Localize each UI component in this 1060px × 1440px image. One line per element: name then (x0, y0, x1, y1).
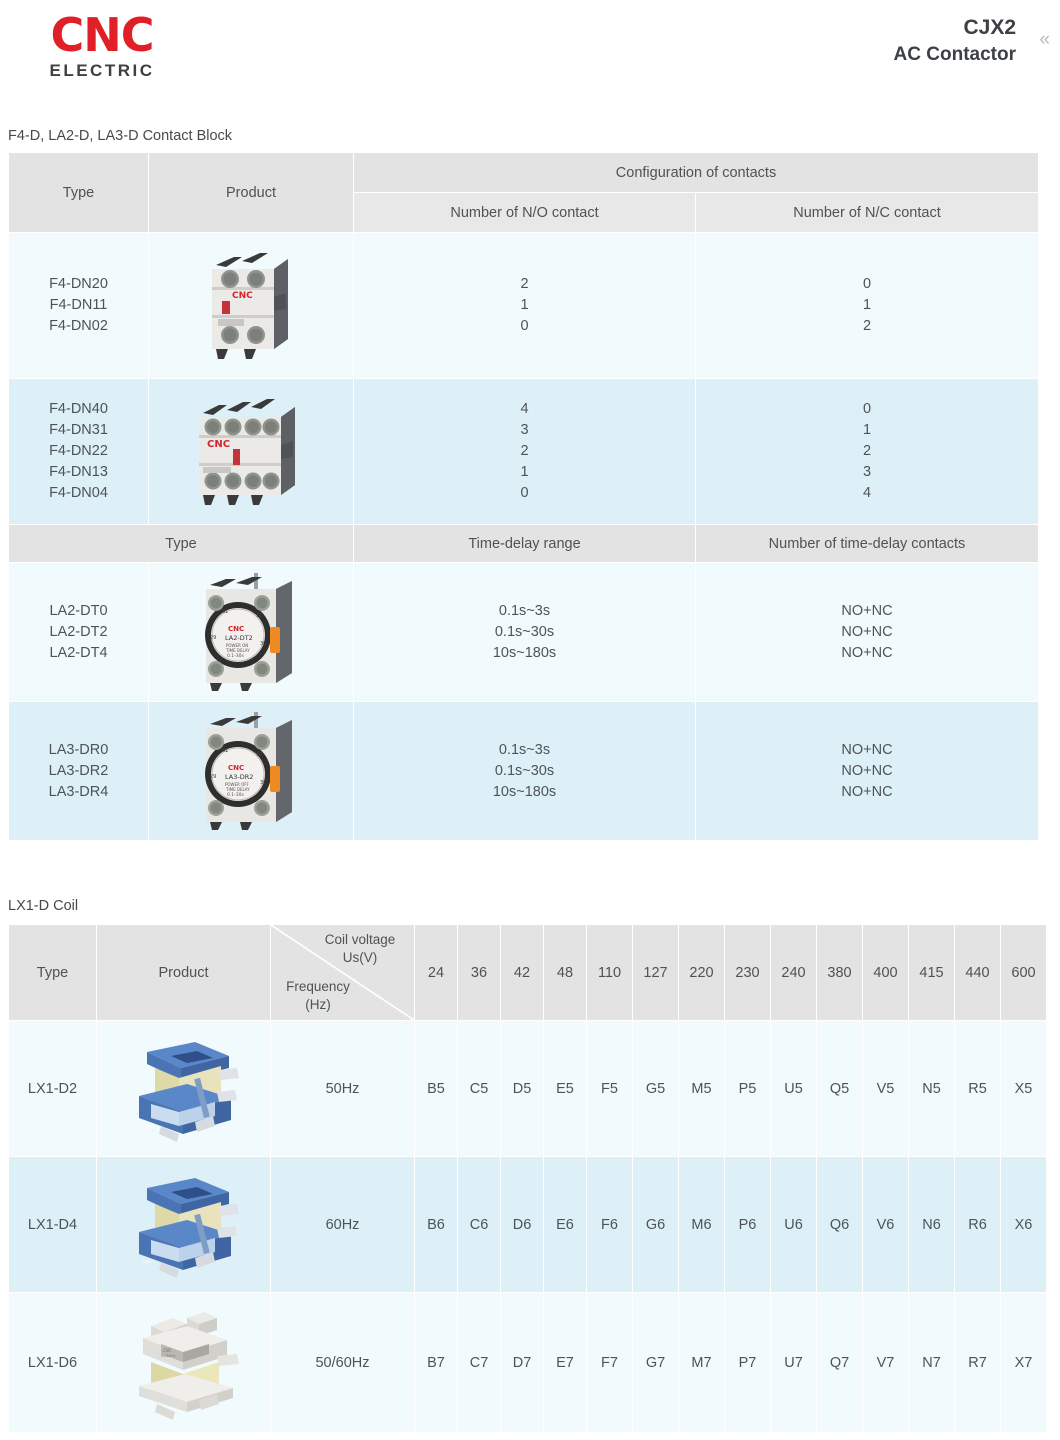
value: 2 (862, 443, 872, 459)
cell-product-image (97, 1157, 271, 1293)
th-voltage-36: 36 (458, 925, 501, 1021)
cell-product-image (149, 702, 354, 841)
cell-code: R5 (955, 1021, 1001, 1157)
type-value: F4-DN11 (49, 297, 108, 313)
th-voltage-110: 110 (587, 925, 633, 1021)
type-value: LA2-DT4 (49, 644, 108, 661)
th-voltage-380: 380 (817, 925, 863, 1021)
cell-code: C5 (458, 1021, 501, 1157)
th-coil-type: Type (9, 925, 97, 1021)
cell-code: X5 (1001, 1021, 1047, 1157)
type-value: LA3-DR2 (48, 762, 109, 779)
type-value: F4-DN20 (49, 276, 108, 292)
type-value: F4-DN13 (49, 464, 108, 480)
cell-code: P6 (725, 1157, 771, 1293)
cell-code: B7 (415, 1293, 458, 1433)
coil-voltage-line1: Coil voltage (324, 932, 396, 947)
cell-coil-type: LX1-D2 (9, 1021, 97, 1157)
value: 4 (520, 401, 529, 417)
th-configuration-of-contacts: Configuration of contacts (354, 153, 1039, 193)
cell-code: Q6 (817, 1157, 863, 1293)
cell-code: V5 (863, 1021, 909, 1157)
cell-code: F5 (587, 1021, 633, 1157)
cell-coil-type: LX1-D6 (9, 1293, 97, 1433)
cell-code: M6 (679, 1157, 725, 1293)
cell-code: D5 (501, 1021, 544, 1157)
cell-code: E6 (544, 1157, 587, 1293)
cell-no-contacts (354, 233, 696, 379)
svg-text:CNC: CNC (228, 764, 245, 772)
page-header (0, 0, 1060, 105)
value: 3 (862, 464, 872, 480)
type-value: F4-DN31 (49, 422, 108, 438)
th-voltage-24: 24 (415, 925, 458, 1021)
cell-code: P5 (725, 1021, 771, 1157)
cell-code: Q5 (817, 1021, 863, 1157)
cell-code: N7 (909, 1293, 955, 1433)
value: 0 (520, 318, 529, 334)
th-voltage-48: 48 (544, 925, 587, 1021)
cell-code: D7 (501, 1293, 544, 1433)
svg-text:LX1: LX1 (142, 1259, 151, 1265)
timer-block-la3-icon (192, 708, 310, 834)
svg-text:29: 29 (210, 774, 217, 780)
cell-type-list (9, 563, 149, 702)
value: 1 (862, 297, 872, 313)
cell-code: M7 (679, 1293, 725, 1433)
cell-code: F7 (587, 1293, 633, 1433)
table-header-row (9, 925, 1047, 1021)
cell-code: P7 (725, 1293, 771, 1433)
cell-time-delay-contacts (696, 702, 1039, 841)
table-header-row (9, 153, 1039, 193)
type-value: F4-DN40 (49, 401, 108, 417)
svg-text:50/60Hz: 50/60Hz (160, 1353, 176, 1358)
th-coil-product (97, 925, 271, 1021)
value: 0 (862, 276, 872, 292)
th-time-delay-range: Time-delay range (354, 525, 696, 563)
value: 0.1s~30s (494, 623, 555, 640)
coil-blue-d4-icon (121, 1170, 247, 1280)
cell-code: R7 (955, 1293, 1001, 1433)
cell-code: Q7 (817, 1293, 863, 1433)
cell-type-list (9, 702, 149, 841)
svg-text:0.1-30s: 0.1-30s (227, 654, 244, 659)
svg-text:30: 30 (260, 780, 267, 786)
th-frequency-label (275, 978, 361, 1014)
th-voltage-440: 440 (955, 925, 1001, 1021)
cell-code: U7 (771, 1293, 817, 1433)
svg-text:LX1: LX1 (142, 1123, 151, 1129)
value: NO+NC (841, 623, 893, 640)
table-row (9, 1293, 1047, 1433)
th-label: Product (158, 964, 209, 981)
cell-code: D6 (501, 1157, 544, 1293)
th-voltage-230: 230 (725, 925, 771, 1021)
cell-no-contacts (354, 379, 696, 525)
cell-code: G5 (633, 1021, 679, 1157)
section-label-contact-block: F4-D, LA2-D, LA3-D Contact Block (8, 128, 233, 144)
cell-code: U5 (771, 1021, 817, 1157)
svg-text:10: 10 (256, 613, 263, 619)
cell-code: V7 (863, 1293, 909, 1433)
cell-code: F6 (587, 1157, 633, 1293)
value: 4 (862, 485, 872, 501)
cell-code: C6 (458, 1157, 501, 1293)
svg-text:TIME DELAY: TIME DELAY (226, 648, 250, 653)
value: NO+NC (841, 602, 893, 619)
cell-product-image (97, 1293, 271, 1433)
type-value: F4-DN22 (49, 443, 108, 459)
th-type: Type (9, 153, 149, 233)
cell-type-list (9, 379, 149, 525)
svg-text:30: 30 (260, 641, 267, 647)
coil-white-d6-icon (121, 1304, 247, 1422)
value: 10s~180s (492, 644, 557, 661)
table-row (9, 563, 1039, 702)
coil-blue-d2-icon (121, 1034, 247, 1144)
cell-product-image (149, 379, 354, 525)
svg-text:CNC: CNC (207, 438, 231, 450)
coil-table (8, 924, 1047, 1433)
value: NO+NC (841, 762, 893, 779)
cell-type-list (9, 233, 149, 379)
value: 1 (862, 422, 872, 438)
table-row (9, 233, 1039, 379)
value: 1 (520, 297, 529, 313)
table-row (9, 1021, 1047, 1157)
value: NO+NC (841, 783, 893, 800)
cell-code: V6 (863, 1157, 909, 1293)
svg-text:61: 61 (222, 609, 229, 615)
cell-time-delay-range (354, 563, 696, 702)
cell-code: B6 (415, 1157, 458, 1293)
cell-code: G6 (633, 1157, 679, 1293)
th-voltage-220: 220 (679, 925, 725, 1021)
svg-text:LA2-DT2: LA2-DT2 (225, 634, 253, 642)
section-label-coil: LX1-D Coil (8, 898, 79, 914)
value: 0 (862, 401, 872, 417)
type-value: LA3-DR4 (48, 783, 109, 800)
product-category-title: AC Contactor (893, 44, 1016, 65)
svg-text:POWER ON: POWER ON (226, 643, 249, 648)
th-voltage-42: 42 (501, 925, 544, 1021)
th-product: Product (149, 153, 354, 233)
cell-code: C7 (458, 1293, 501, 1433)
value: 0.1s~30s (494, 762, 555, 779)
cell-product-image (149, 563, 354, 702)
coil-voltage-line2: Us(V) (342, 950, 378, 965)
page-title (894, 14, 1016, 68)
cell-time-delay-range (354, 702, 696, 841)
value: NO+NC (841, 644, 893, 661)
svg-text:LA3-DR2: LA3-DR2 (225, 773, 254, 781)
svg-text:POWER OFF: POWER OFF (225, 782, 249, 787)
type-value: LA3-DR0 (48, 741, 109, 758)
contact-block-4pole-icon (189, 393, 313, 511)
value: 2 (862, 318, 872, 334)
type-value: F4-DN02 (49, 318, 108, 334)
product-series-title: CJX2 (963, 16, 1016, 39)
value: 0 (520, 485, 529, 501)
value: 2 (520, 276, 529, 292)
svg-text:CNC: CNC (232, 290, 253, 301)
cell-product-image (97, 1021, 271, 1157)
cell-code: N6 (909, 1157, 955, 1293)
svg-text:TIME DELAY: TIME DELAY (226, 787, 250, 792)
collapse-chevron-icon[interactable]: « (1039, 29, 1050, 50)
svg-text:0.1-30s: 0.1-30s (227, 793, 244, 798)
cnc-electric-logo (12, 8, 192, 82)
frequency-line2: (Hz) (305, 997, 331, 1012)
th-no-contact: Number of N/O contact (354, 193, 696, 233)
value: 0.1s~3s (498, 741, 551, 758)
cell-frequency: 60Hz (271, 1157, 415, 1293)
cell-coil-type: LX1-D4 (9, 1157, 97, 1293)
value: 3 (520, 422, 529, 438)
cell-product-image (149, 233, 354, 379)
th-voltage-240: 240 (771, 925, 817, 1021)
th-voltage-400: 400 (863, 925, 909, 1021)
th-voltage-127: 127 (633, 925, 679, 1021)
value: NO+NC (841, 741, 893, 758)
type-value: LA2-DT0 (49, 602, 108, 619)
svg-text:CNC: CNC (228, 625, 245, 633)
cell-frequency: 50Hz (271, 1021, 415, 1157)
th-voltage-600: 600 (1001, 925, 1047, 1021)
cell-code: N5 (909, 1021, 955, 1157)
frequency-line1: Frequency (286, 979, 350, 994)
logo-tagline: ELECTRIC (49, 61, 155, 80)
table-row (9, 702, 1039, 841)
th-type-2: Type (9, 525, 354, 563)
cell-code: E7 (544, 1293, 587, 1433)
contact-block-2pole-icon (196, 247, 306, 365)
table-row (9, 1157, 1047, 1293)
value: 1 (520, 464, 529, 480)
cell-nc-contacts (696, 233, 1039, 379)
svg-text:CNC: CNC (162, 1347, 172, 1353)
cell-code: R6 (955, 1157, 1001, 1293)
table-subheader-row-timedelay (9, 525, 1039, 563)
cell-nc-contacts (696, 379, 1039, 525)
type-value: F4-DN04 (49, 485, 108, 501)
value: 0.1s~3s (498, 602, 551, 619)
th-coil-voltage-label (312, 931, 408, 967)
th-nc-contact: Number of N/C contact (696, 193, 1039, 233)
cell-code: X6 (1001, 1157, 1047, 1293)
svg-text:10: 10 (256, 752, 263, 758)
cell-code: M5 (679, 1021, 725, 1157)
th-time-delay-contacts: Number of time-delay contacts (696, 525, 1039, 563)
th-frequency-voltage-split (271, 925, 415, 1021)
cell-time-delay-contacts (696, 563, 1039, 702)
svg-text:29: 29 (210, 635, 217, 641)
value: 2 (520, 443, 529, 459)
timer-block-la2-icon (192, 569, 310, 695)
logo-wordmark: CNC (50, 8, 154, 62)
cell-code: X7 (1001, 1293, 1047, 1433)
th-voltage-415: 415 (909, 925, 955, 1021)
cell-frequency: 50/60Hz (271, 1293, 415, 1433)
value: 10s~180s (492, 783, 557, 800)
svg-text:61: 61 (222, 748, 229, 754)
type-value: LA2-DT2 (49, 623, 108, 640)
cell-code: E5 (544, 1021, 587, 1157)
cell-code: G7 (633, 1293, 679, 1433)
contact-block-table (8, 152, 1039, 841)
cell-code: U6 (771, 1157, 817, 1293)
cell-code: B5 (415, 1021, 458, 1157)
table-row (9, 379, 1039, 525)
